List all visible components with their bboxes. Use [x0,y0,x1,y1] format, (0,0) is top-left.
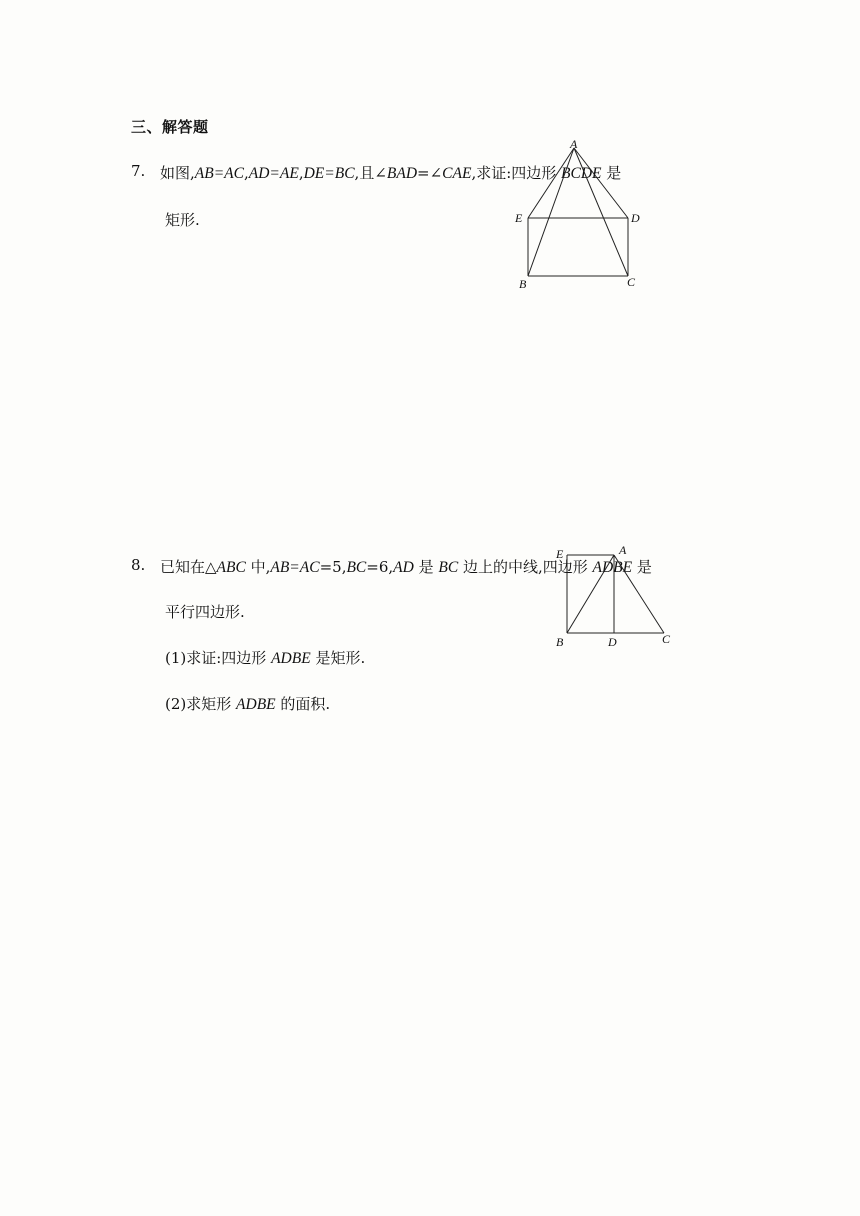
question-8-line-1: 已知在△ABC 中,AB=AC=5,BC=6,AD 是 BC 边上的中线,四边形 ADBE 是 [160,558,652,576]
figure-8-label-d: D [608,635,617,649]
figure-7-label-c: C [627,275,636,289]
question-8-figure [550,540,680,650]
figure-8-label-c: C [662,632,671,646]
question-8-line-2: 平行四边形. [165,603,245,621]
question-7-figure [510,137,650,295]
section-title: 三、解答题 [131,118,209,136]
figure-7-label-b: B [519,277,527,291]
question-7-line-2: 矩形. [165,211,200,229]
question-8-number: 8. [131,556,146,574]
figure-8-label-a: A [619,543,627,557]
question-8-part-1: (1)求证:四边形 ADBE 是矩形. [165,649,366,667]
figure-7-label-d: D [631,211,640,225]
figure-8-label-b: B [556,635,564,649]
figure-7-label-e: E [515,211,523,225]
question-8-part-2: (2)求矩形 ADBE 的面积. [165,695,331,713]
question-7-line-1: 如图,AB=AC,AD=AE,DE=BC,且∠BAD=∠CAE,求证:四边形 BCDE 是 [160,164,622,182]
question-7-number: 7. [131,162,146,180]
figure-8-label-e: E [556,547,564,561]
figure-7-label-a: A [570,137,578,151]
